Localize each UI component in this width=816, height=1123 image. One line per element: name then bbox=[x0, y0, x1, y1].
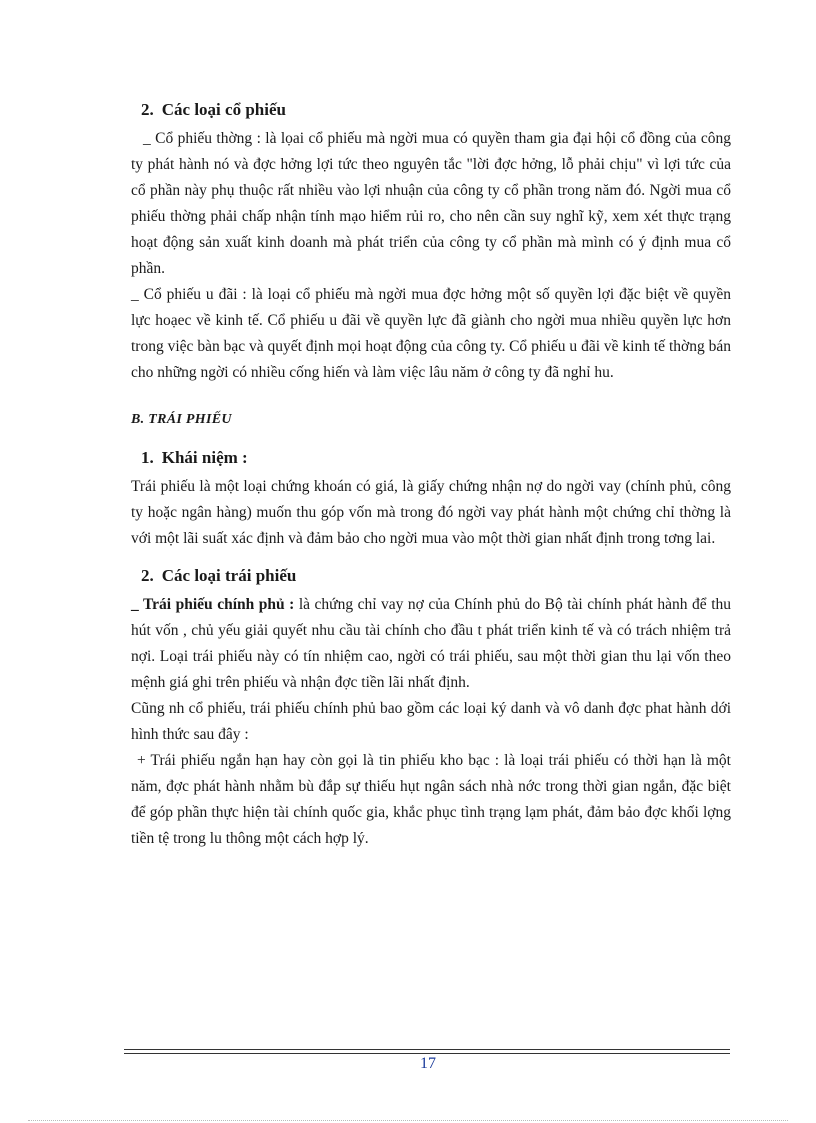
section-heading-bonds: B. TRÁI PHIẾU bbox=[131, 412, 232, 427]
government-bond-definition: là chứng chỉ vay nợ của Chính phủ do Bộ tài chính phát hành để thu hút vốn , chủ yếu giải quyết nhu cầu tài chính cho đầu t phát triển kinh tế và có trách nhiệm trả nợi. Loại trái phiếu này có tín nhiệm cao, ngời có trái phiếu, sau một thời gian thu lại vốn theo mệnh giá ghi trên phiếu và nhận đợc tiền lãi nhất định. bbox=[131, 596, 731, 691]
heading-number: 1. bbox=[141, 448, 154, 467]
page-number: 17 bbox=[420, 1055, 436, 1072]
page-edge-dotted-line bbox=[28, 1120, 788, 1121]
paragraph-bond-concept: Trái phiếu là một loại chứng khoán có giá, là giấy chứng nhận nợ do ngời vay (chính phủ, công ty hoặc ngân hàng) muốn thu góp vốn mà trong đó ngời vay phát hành một chứng chỉ thờng là với một lãi suất xác định và đảm bảo cho ngời mua vào một thời gian nhất định trong tơng lai. bbox=[131, 478, 731, 547]
paragraph-government-bond bbox=[131, 592, 731, 696]
government-bond-term: _ Trái phiếu chính phủ : bbox=[131, 596, 295, 613]
footer-rule-top bbox=[124, 1049, 730, 1050]
document-body bbox=[131, 98, 731, 852]
heading-number: 2. bbox=[141, 566, 154, 585]
section-heading-stock-types bbox=[141, 98, 731, 122]
heading-number: 2. bbox=[141, 100, 154, 119]
footer-rule-bottom bbox=[124, 1053, 730, 1054]
paragraph-short-term-bond: + Trái phiếu ngắn hạn hay còn gọi là tin phiếu kho bạc : là loại trái phiếu có thời hạn là một năm, đợc phát hành nhằm bù đắp sự thiếu hụt ngân sách nhà nớc trong thời gian ngắn, đặc biệt để góp phần thực hiện tài chính quốc gia, khắc phục tình trạng lạm phát, đảm bảo đợc khối lợng tiền tệ trong lu thông một cách hợp lý. bbox=[131, 752, 731, 847]
heading-text: Khái niệm : bbox=[161, 448, 248, 467]
section-heading-bond-types bbox=[141, 564, 731, 588]
paragraph-common-stock: _ Cổ phiếu thờng : là lọai cổ phiếu mà ngời mua có quyền tham gia đại hội cổ đồng của công ty phát hành nó và đợc hởng lợi tức theo nguyên tắc "lời đợc hởng, lỗ phải chịu" vì lợi tức của cổ phần này phụ thuộc rất nhiều vào lợi nhuận của công ty cổ phần trong năm đó. Ngời mua cổ phiếu thờng phải chấp nhận tính mạo hiểm rủi ro, cho nên cần suy nghĩ kỹ, xem xét thực trạng hoạt động sản xuất kinh doanh mà phát triển của công ty cổ phần mà mình có ý định mua cổ phần. bbox=[131, 130, 731, 277]
section-heading-concept bbox=[141, 446, 731, 470]
paragraph-preferred-stock: _ Cổ phiếu u đãi : là loại cổ phiếu mà ngời mua đợc hởng một số quyền lợi đặc biệt về quyền lực hoạec về kinh tế. Cổ phiếu u đãi về quyền lực đã giành cho ngời mua nhiều quyền lực hơn trong việc bàn bạc và quyết định mọi hoạt động của công ty. Cổ phiếu u đãi về kinh tế thờng bán cho những ngời có nhiều cống hiến và làm việc lâu năm ở công ty đã nghỉ hu. bbox=[131, 286, 731, 381]
heading-text: Các loại cổ phiếu bbox=[161, 100, 286, 119]
paragraph-bond-forms: Cũng nh cổ phiếu, trái phiếu chính phủ bao gồm các loại ký danh và vô danh đợc phat hành dới hình thức sau đây : bbox=[131, 700, 731, 743]
heading-text: Các loại trái phiếu bbox=[161, 566, 297, 585]
